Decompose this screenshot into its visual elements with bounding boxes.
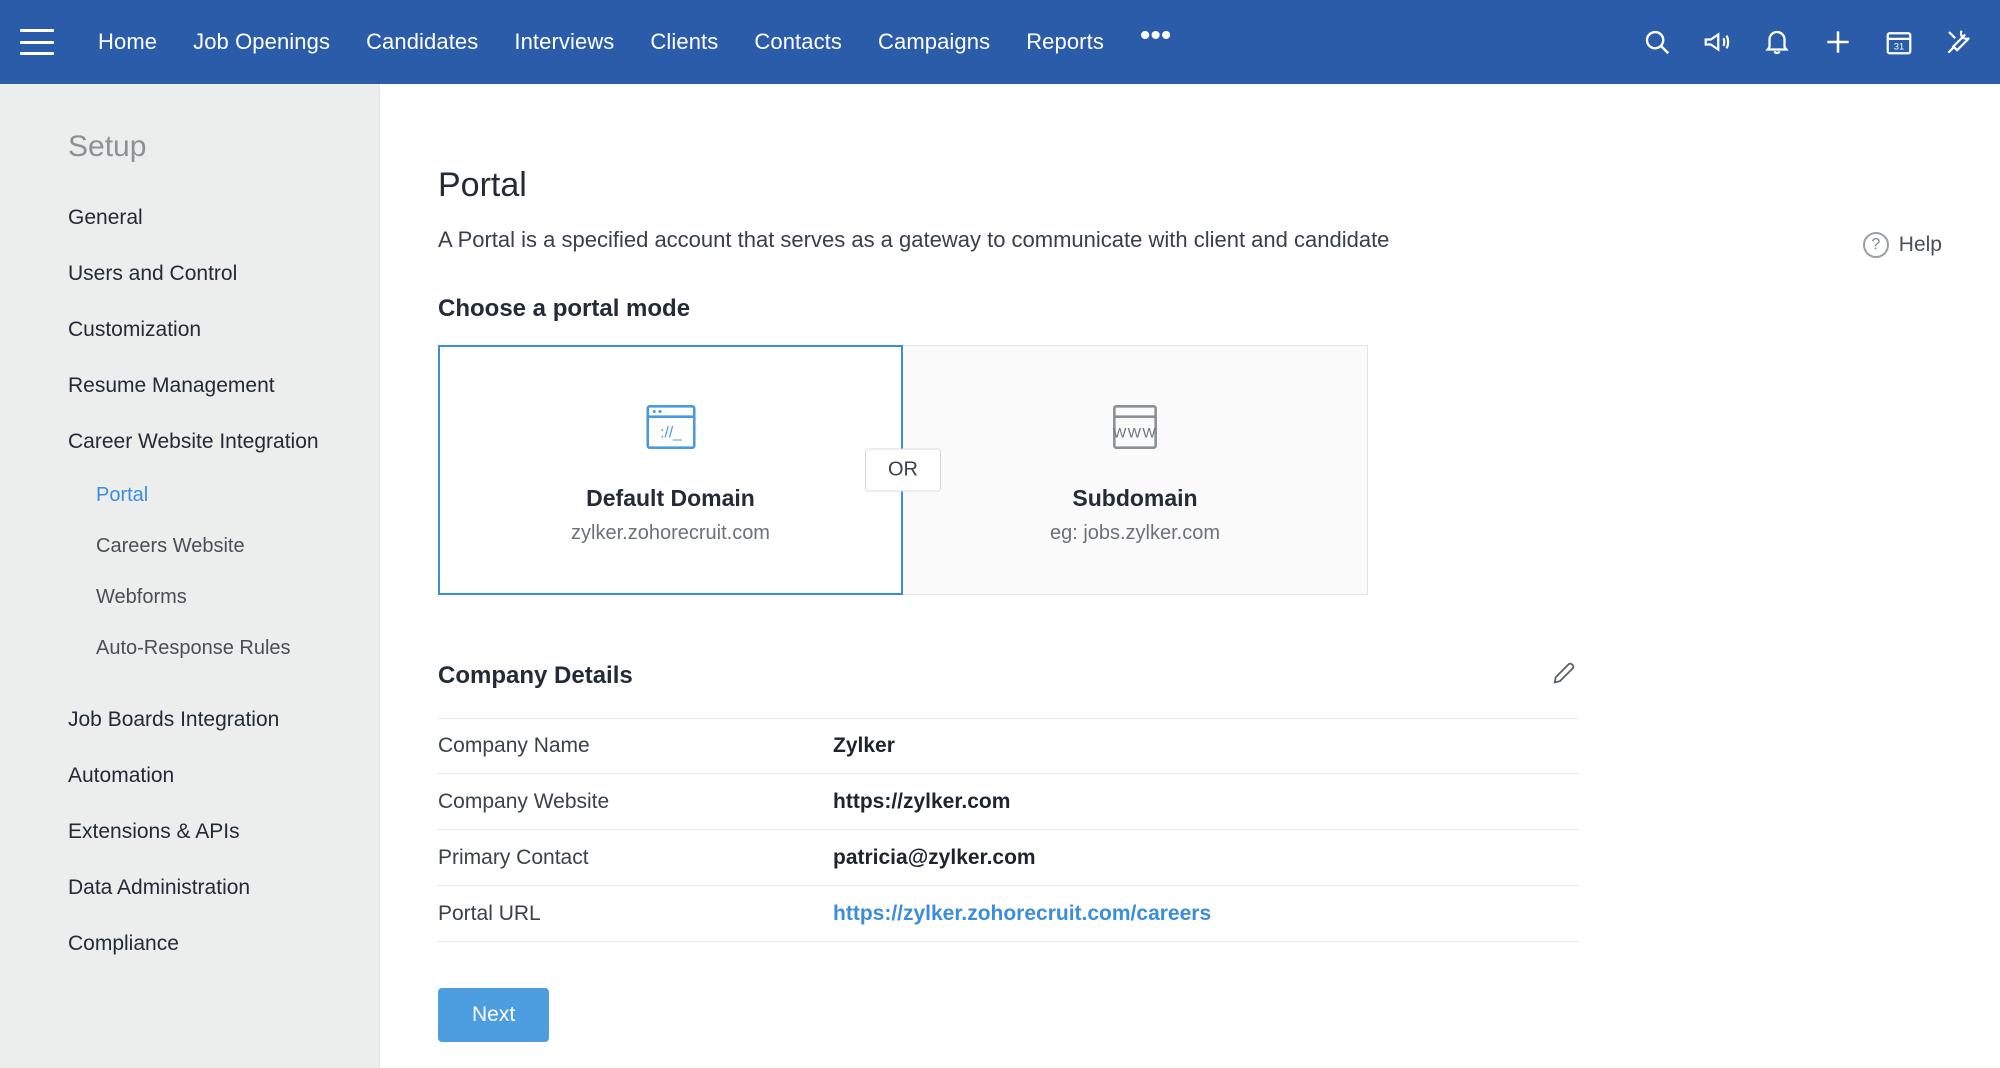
portal-mode-section-title: Choose a portal mode: [438, 295, 691, 322]
detail-label: Portal URL: [438, 901, 541, 925]
calendar-icon[interactable]: [1884, 27, 1914, 57]
portal-mode-chooser: [438, 345, 1368, 595]
company-details-title: Company Details: [438, 661, 633, 689]
portal-mode-name: Subdomain: [1072, 484, 1198, 511]
detail-label: Company Website: [438, 789, 610, 813]
portal-mode-default-domain[interactable]: [438, 345, 903, 595]
page-description: A Portal is a specified account that serves as a gateway to communicate with client and candidate: [438, 227, 1390, 252]
company-details-header: [438, 659, 1578, 692]
table-row: [438, 830, 1578, 886]
page-body: [0, 84, 2000, 1068]
detail-label: Primary Contact: [438, 845, 589, 869]
search-icon[interactable]: [1642, 27, 1672, 57]
sidebar-title: Setup: [68, 130, 147, 163]
detail-label: Company Name: [438, 734, 590, 757]
table-row: [438, 718, 1578, 774]
sidebar-item-resume-management[interactable]: Resume Management: [68, 374, 275, 397]
portal-mode-sub: zylker.zohorecruit.com: [571, 521, 770, 544]
main-content: [380, 84, 2000, 1068]
sidebar-item-extensions-and-apis[interactable]: Extensions & APIs: [68, 820, 240, 843]
sidebar-divider-space: [0, 674, 379, 692]
nav-item-interviews[interactable]: Interviews: [514, 29, 615, 54]
sidebar-item-job-boards-integration[interactable]: Job Boards Integration: [68, 708, 280, 731]
announcement-icon[interactable]: [1702, 27, 1732, 57]
sidebar-subitem-auto-response-rules[interactable]: Auto-Response Rules: [96, 637, 291, 659]
main-nav-items: [80, 19, 1189, 65]
svg-text:://_: ://_: [659, 423, 682, 441]
or-separator-label: OR: [865, 449, 941, 492]
company-details-table: [438, 718, 1578, 942]
sidebar-item-career-website-integration[interactable]: Career Website Integration: [68, 430, 319, 453]
top-navigation-bar: [0, 0, 2000, 84]
sidebar-item-compliance[interactable]: Compliance: [68, 932, 179, 955]
portal-mode-name: Default Domain: [586, 484, 755, 511]
portal-mode-subdomain[interactable]: [903, 345, 1368, 595]
nav-item-campaigns[interactable]: Campaigns: [878, 29, 991, 54]
help-button[interactable]: [1863, 232, 1942, 258]
nav-item-job-openings[interactable]: Job Openings: [193, 29, 331, 54]
svg-text:WWW: WWW: [1112, 424, 1158, 441]
detail-value: Zylker: [833, 734, 895, 757]
detail-value: https://zylker.com: [833, 789, 1011, 813]
sidebar-subitem-careers-website[interactable]: Careers Website: [96, 535, 245, 557]
sidebar-subitem-webforms[interactable]: Webforms: [96, 586, 187, 608]
table-row: [438, 774, 1578, 830]
hamburger-menu-icon[interactable]: [20, 29, 54, 55]
portal-mode-sub: eg: jobs.zylker.com: [1049, 521, 1221, 544]
help-label: Help: [1898, 233, 1942, 256]
question-mark-icon: ?: [1863, 232, 1889, 258]
detail-value: patricia@zylker.com: [833, 845, 1036, 869]
nav-item-contacts[interactable]: Contacts: [754, 29, 842, 54]
notifications-bell-icon[interactable]: [1762, 27, 1792, 57]
www-window-icon: [1104, 396, 1166, 463]
table-row: [438, 886, 1578, 942]
top-bar-actions: [1642, 26, 1974, 58]
sidebar-item-users-and-control[interactable]: Users and Control: [68, 262, 238, 285]
sidebar-item-data-administration[interactable]: Data Administration: [68, 876, 251, 899]
sidebar-item-general[interactable]: General: [68, 206, 143, 229]
setup-sidebar: [0, 84, 380, 1068]
nav-item-home[interactable]: Home: [98, 29, 158, 54]
page-title: Portal: [438, 166, 527, 204]
portal-url-link[interactable]: https://zylker.zohorecruit.com/careers: [833, 901, 1212, 925]
add-plus-icon[interactable]: [1822, 26, 1854, 58]
nav-more-icon[interactable]: •••: [1139, 19, 1172, 52]
pencil-edit-icon[interactable]: [1550, 659, 1578, 692]
sidebar-item-automation[interactable]: Automation: [68, 764, 175, 787]
nav-item-reports[interactable]: Reports: [1026, 29, 1104, 54]
browser-window-icon: [640, 396, 702, 463]
next-button[interactable]: Next: [438, 988, 549, 1042]
tools-icon[interactable]: [1944, 27, 1974, 57]
nav-item-clients[interactable]: Clients: [650, 29, 719, 54]
sidebar-subitem-portal[interactable]: Portal: [96, 484, 149, 506]
sidebar-item-customization[interactable]: Customization: [68, 318, 202, 341]
svg-text:31: 31: [1893, 41, 1905, 52]
nav-item-candidates[interactable]: Candidates: [366, 29, 479, 54]
